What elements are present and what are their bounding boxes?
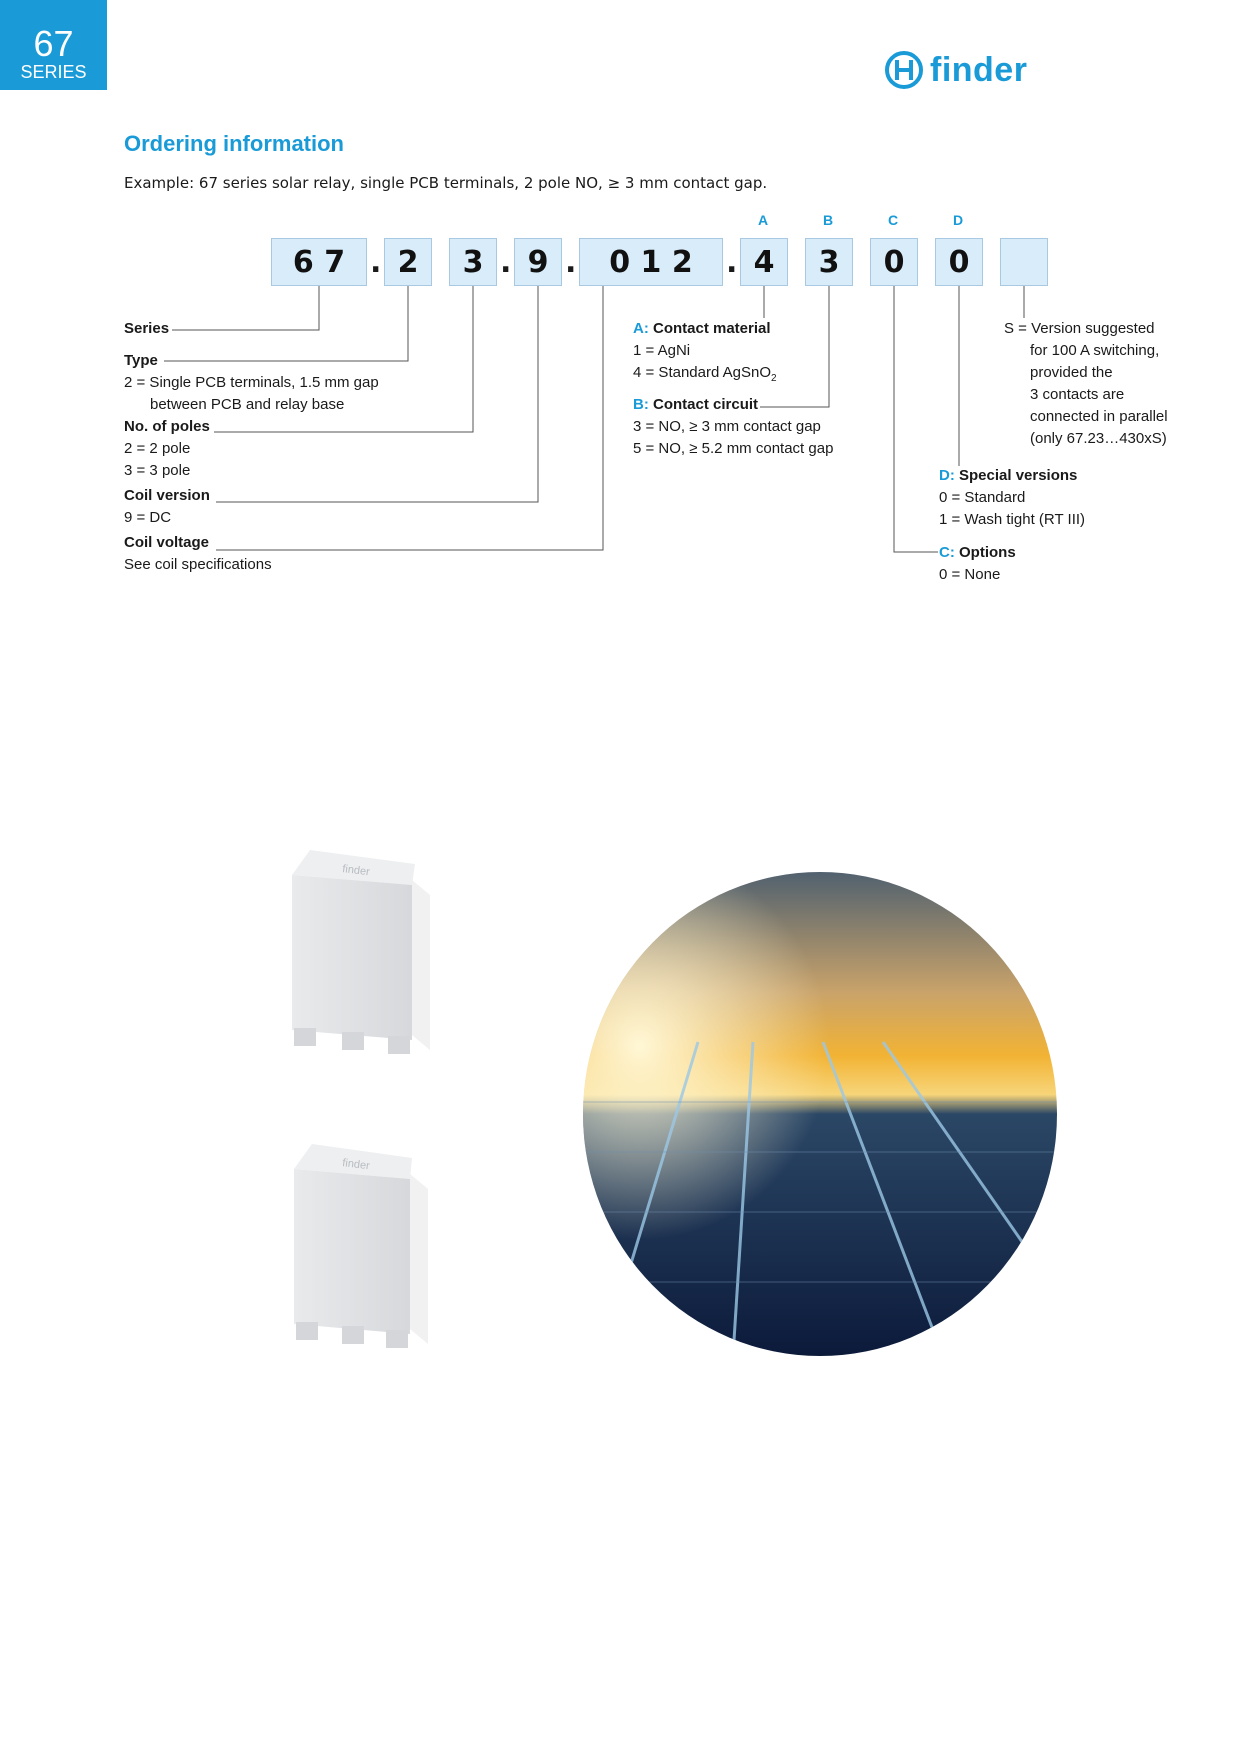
c-option: 0 = None: [939, 566, 1001, 583]
code-coil-voltage: 0 1 2: [609, 244, 693, 280]
code-b: 3: [818, 244, 840, 280]
letter-d: D: [952, 212, 964, 228]
a-option: 1 = AgNi: [633, 342, 691, 359]
code-d: 0: [948, 244, 970, 280]
d-field: [939, 465, 1085, 531]
series-field-label: Series: [124, 320, 170, 337]
c-key: C:: [939, 544, 955, 561]
code-dot: .: [370, 245, 382, 280]
type-field-label: Type: [124, 352, 158, 369]
b-title: Contact circuit: [653, 396, 759, 413]
left-fields: [124, 318, 379, 576]
a-option-2: 4 = Standard AgSnO$_2$: [633, 364, 777, 384]
code-poles: 3: [462, 244, 484, 280]
c-title: Options: [959, 544, 1016, 561]
a-title: Contact material: [653, 320, 771, 337]
solar-panels-photo: [583, 872, 1057, 1356]
series-label: SERIES: [20, 62, 87, 82]
relay-product-image: [282, 1144, 432, 1354]
s-field: [1004, 318, 1168, 450]
coil-voltage-field-label: Coil voltage: [124, 534, 210, 551]
s-option-detail: 3 contacts are: [1030, 386, 1125, 403]
code-series: 6 7: [292, 244, 346, 280]
c-line: [894, 286, 938, 552]
s-option: S = Version suggested: [1004, 320, 1155, 337]
letter-b: B: [822, 212, 834, 228]
b-option: 5 = NO, ≥ 5.2 mm contact gap: [633, 440, 834, 457]
s-option-detail: (only 67.23…430xS): [1030, 430, 1167, 447]
code-a: 4: [753, 244, 775, 280]
letter-c: C: [887, 212, 899, 228]
code-dot: .: [726, 245, 738, 280]
code-dot: .: [500, 245, 512, 280]
poles-option: 2 = 2 pole: [124, 440, 191, 457]
code-dot: .: [565, 245, 577, 280]
relay-brand-text: finder: [341, 863, 371, 879]
page-title: Ordering information: [124, 131, 344, 156]
coil-version-option: 9 = DC: [124, 509, 172, 526]
poles-option: 3 = 3 pole: [124, 462, 191, 479]
brand-name: finder: [930, 50, 1028, 89]
mid-fields: [633, 318, 833, 460]
type-option-detail: between PCB and relay base: [150, 396, 345, 413]
s-option-detail: connected in parallel: [1030, 408, 1168, 425]
a-key: A:: [633, 320, 649, 337]
d-key: D:: [939, 467, 955, 484]
series-number: 67: [33, 23, 74, 64]
code-c: 0: [883, 244, 905, 280]
code-coil-version: 9: [527, 244, 549, 280]
poles-field-label: No. of poles: [124, 418, 210, 435]
c-field: [939, 542, 1016, 586]
coil-voltage-option: See coil specifications: [124, 556, 272, 573]
code-type: 2: [397, 244, 419, 280]
d-title: Special versions: [959, 467, 1078, 484]
d-option: 0 = Standard: [939, 489, 1026, 506]
letter-a: A: [757, 212, 769, 228]
b-key: B:: [633, 396, 649, 413]
type-option: 2 = Single PCB terminals, 1.5 mm gap: [124, 374, 379, 391]
example-text: Example: 67 series solar relay, single PCB terminals, 2 pole NO, ≥ 3 mm contact gap.: [124, 174, 768, 192]
a-option-subscript: 2: [771, 373, 777, 384]
d-option: 1 = Wash tight (RT III): [939, 511, 1086, 528]
s-option-detail: for 100 A switching,: [1030, 342, 1160, 359]
s-option-detail: provided the: [1030, 364, 1113, 381]
relay-product-image: [280, 850, 430, 1060]
relay-brand-text: finder: [341, 1157, 371, 1173]
b-option: 3 = NO, ≥ 3 mm contact gap: [633, 418, 821, 435]
coil-version-field-label: Coil version: [124, 487, 210, 504]
